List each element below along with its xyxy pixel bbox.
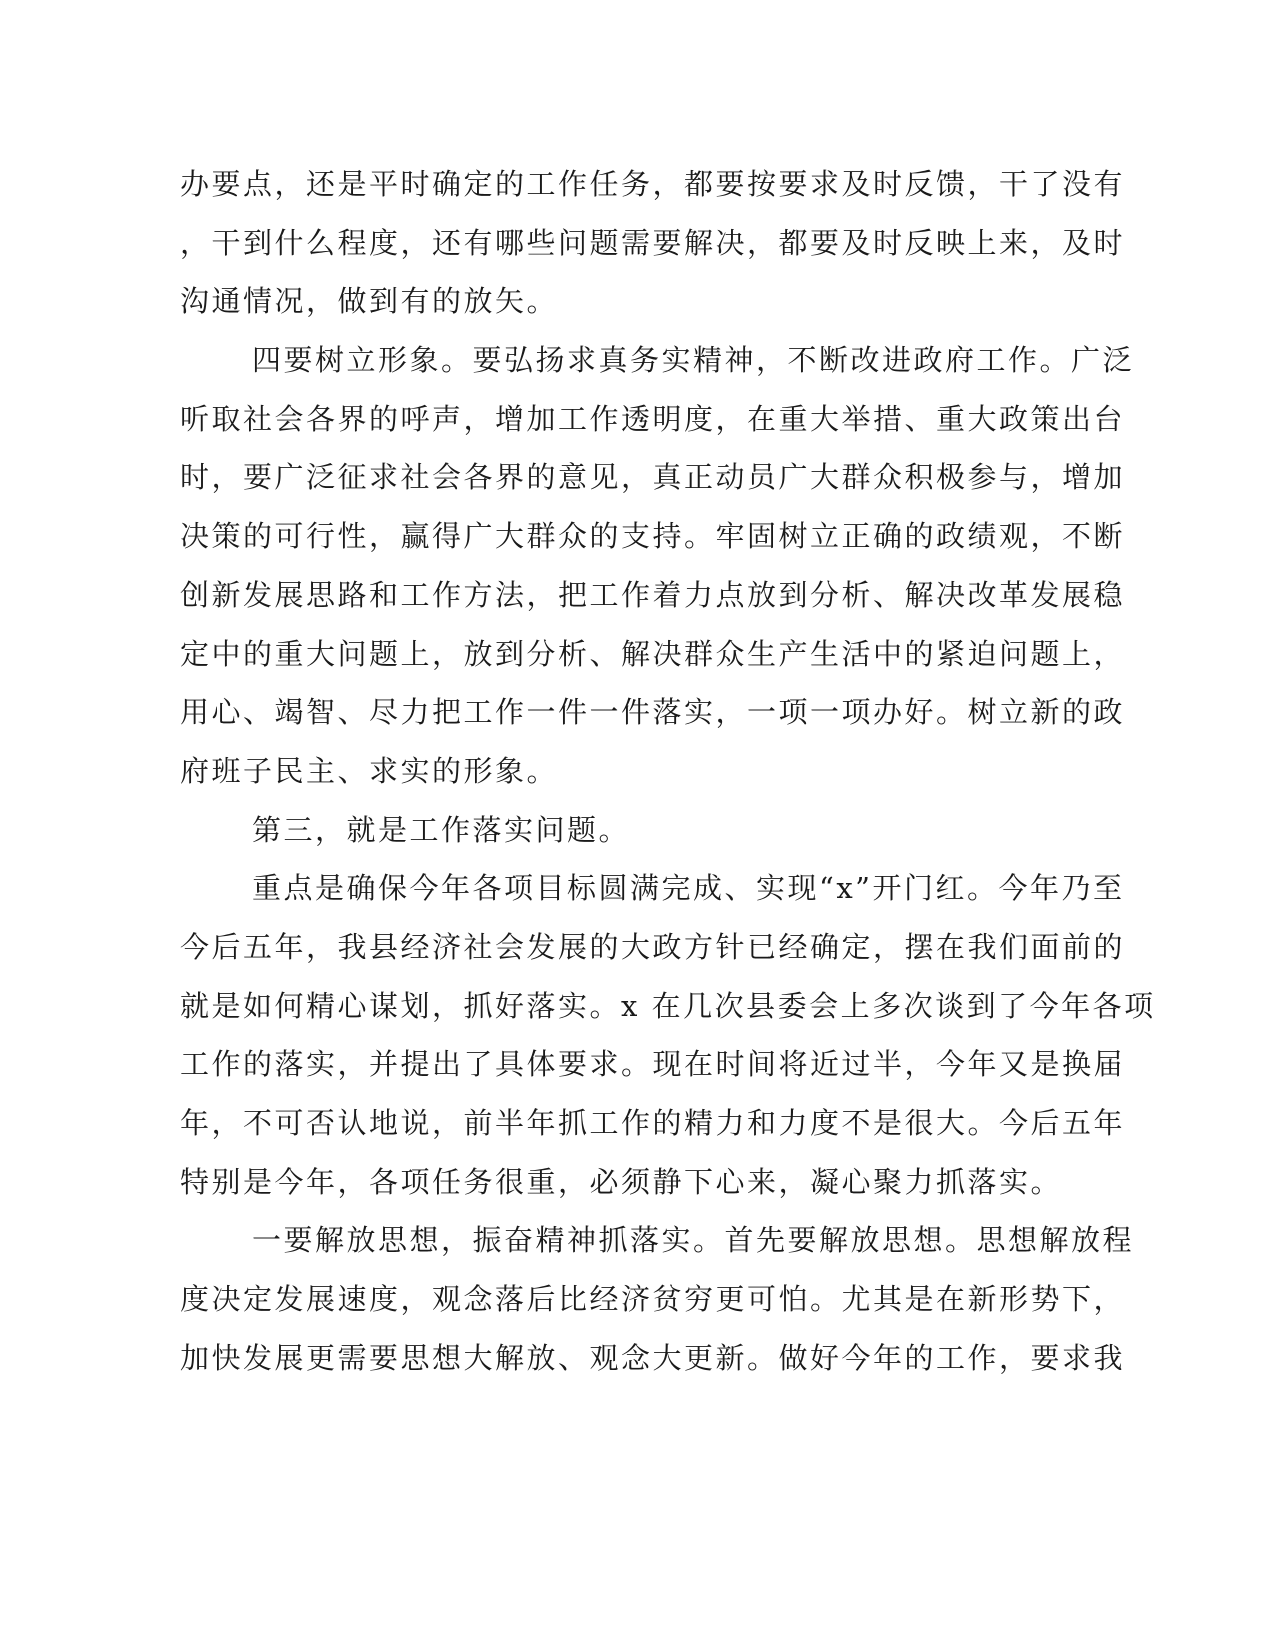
text-line-7: 决策的可行性，赢得广大群众的支持。牢固树立正确的政绩观，不断 (180, 519, 1126, 554)
text-line-10: 用心、竭智、尽力把工作一件一件落实，一项一项办好。树立新的政 (180, 695, 1126, 730)
paragraph-start-line: 重点是确保今年各项目标圆满完成、实现“x”开门红。今年乃至 (252, 871, 1125, 906)
paragraph-start-line: 四要树立形象。要弘扬求真务实精神，不断改进政府工作。广泛 (252, 343, 1135, 378)
text-line-14: 今后五年，我县经济社会发展的大政方针已经确定，摆在我们面前的 (180, 929, 1126, 964)
paragraph-start-line: 一要解放思想，振奋精神抓落实。首先要解放思想。思想解放程 (252, 1223, 1135, 1258)
body-text (180, 155, 1156, 1387)
text-line-3: 沟通情况，做到有的放矢。 (180, 284, 559, 319)
text-line-15: 就是如何精心谋划，抓好落实。x 在几次县委会上多次谈到了今年各项 (180, 988, 1156, 1023)
text-line-17: 年，不可否认地说，前半年抓工作的精力和力度不是很大。今后五年 (180, 1106, 1126, 1140)
text-line-9: 定中的重大问题上，放到分析、解决群众生产生活中的紧迫问题上， (180, 636, 1126, 671)
text-line-6: 时，要广泛征求社会各界的意见，真正动员广大群众积极参与，增加 (180, 460, 1126, 495)
text-line-8: 创新发展思路和工作方法，把工作着力点放到分析、解决改革发展稳 (180, 577, 1126, 612)
text-line-21: 加快发展更需要思想大解放、观念大更新。做好今年的工作，要求我 (180, 1340, 1126, 1375)
text-line-20: 度决定发展速度，观念落后比经济贫穷更可怕。尤其是在新形势下， (180, 1282, 1126, 1317)
text-line-18: 特别是今年，各项任务很重，必须静下心来，凝心聚力抓落实。 (180, 1164, 1063, 1199)
text-line-1: 办要点，还是平时确定的工作任务，都要按要求及时反馈，干了没有 (180, 167, 1126, 201)
text-line-16: 工作的落实，并提出了具体要求。现在时间将近过半，今年又是换届 (180, 1047, 1126, 1082)
section-heading: 第三，就是工作落实问题。 (252, 812, 631, 847)
text-line-11: 府班子民主、求实的形象。 (180, 753, 559, 788)
text-line-5: 听取社会各界的呼声，增加工作透明度，在重大举措、重大政策出台 (180, 401, 1126, 436)
text-line-2: ，干到什么程度，还有哪些问题需要解决，都要及时反映上来，及时 (180, 225, 1126, 260)
